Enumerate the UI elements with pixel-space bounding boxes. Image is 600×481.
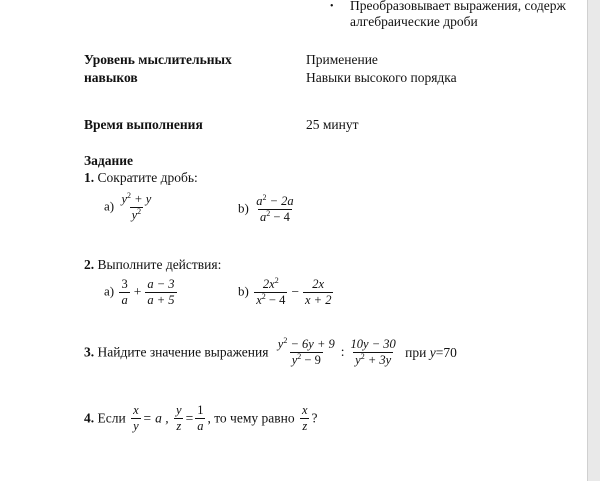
q4-f3-num: 1 xyxy=(197,403,204,417)
q2a-f2-num: a − 3 xyxy=(147,277,175,291)
level-label-line-2: навыков xyxy=(84,70,138,85)
q3-tail-value: =70 xyxy=(435,344,457,360)
level-value-line-1: Применение xyxy=(306,52,378,67)
q3-f1-num-exp: 2 xyxy=(283,336,288,345)
objective-line-2: алгебраические дроби xyxy=(350,14,478,29)
q2b-f1-num-exp: 2 xyxy=(274,276,279,285)
q1b-den-var: a xyxy=(260,210,267,225)
q1b-num-var: a xyxy=(256,194,263,208)
q1b-den-rest: − 4 xyxy=(270,210,290,225)
question-1-text: Сократите дробь: xyxy=(97,170,198,185)
q1a-num-exp: 2 xyxy=(127,191,132,200)
q3-f1-den-rest: − 9 xyxy=(301,353,321,368)
question-2-part-b xyxy=(238,278,335,307)
q3-f1-num-var: y xyxy=(277,337,284,351)
q1b-label: b) xyxy=(238,200,249,216)
q4-f1-den: y xyxy=(133,419,139,434)
q3-tail-var: y xyxy=(429,344,436,360)
question-1-part-a xyxy=(104,193,155,222)
q4-f2-den: z xyxy=(176,419,182,434)
q2b-f1-den-rest: − 4 xyxy=(265,293,286,308)
q4-fraction-3 xyxy=(195,404,205,433)
q1b-fraction xyxy=(254,195,295,224)
objective-line-1: Преобразовывает выражения, содерж xyxy=(350,0,566,13)
time-label: Время выполнения xyxy=(84,117,203,132)
q2b-label: b) xyxy=(238,283,249,299)
task-heading: Задание xyxy=(84,153,134,168)
q2b-f1-den-exp: 2 xyxy=(261,292,266,302)
q3-f1-den-exp: 2 xyxy=(297,352,302,362)
question-3-text: Найдите значение выражения xyxy=(97,344,269,360)
question-1-number: 1. xyxy=(84,170,95,185)
q3-fraction-2 xyxy=(349,338,398,367)
q3-tail-pre: при xyxy=(405,344,427,360)
q1a-num-var: y xyxy=(121,192,128,206)
q2a-f2-den: a + 5 xyxy=(147,293,175,308)
q2a-f1-den: a xyxy=(121,293,128,308)
question-2-text: Выполните действия: xyxy=(97,257,222,272)
q4-f3-den: a xyxy=(197,419,204,434)
q4-eq1: = a , xyxy=(142,410,169,426)
q2a-label: а) xyxy=(104,283,115,299)
q3-f1-den-var: y xyxy=(291,353,298,368)
question-3 xyxy=(84,338,457,367)
q2a-f1-num: 3 xyxy=(121,277,128,291)
q2b-f1-den-base: x xyxy=(256,293,262,308)
question-2-part-a xyxy=(104,278,179,307)
q4-f4-den: z xyxy=(302,419,308,434)
question-2-number: 2. xyxy=(84,257,95,272)
q1b-num-exp: 2 xyxy=(262,193,267,202)
question-2-title xyxy=(84,257,221,273)
q3-f2-num: 10y − 30 xyxy=(350,337,396,351)
question-4 xyxy=(84,404,318,433)
q3-f2-den-var: y xyxy=(355,353,361,368)
q2a-plus: + xyxy=(133,283,142,299)
question-1-title xyxy=(84,170,198,186)
q1a-fraction xyxy=(119,193,153,222)
q4-f2-num: y xyxy=(176,403,182,417)
q4-question-mark: ? xyxy=(311,410,318,426)
question-4-if: Если xyxy=(97,410,126,426)
q3-f1-num-rest: − 6y + 9 xyxy=(287,337,335,351)
q1a-label: а) xyxy=(104,198,115,214)
q2a-fraction-1 xyxy=(119,278,129,307)
q2b-minus: − xyxy=(291,283,299,299)
q1a-num-rest: + y xyxy=(131,192,152,206)
level-label-line-1: Уровень мыслительных xyxy=(84,52,232,67)
q4-text-mid: , то чему равно xyxy=(207,410,295,426)
q2b-fraction-1 xyxy=(254,278,287,307)
q4-f1-num: x xyxy=(133,403,139,417)
page-edge-scrollbar xyxy=(587,0,600,481)
level-value-line-2: Навыки высокого порядка xyxy=(306,70,457,85)
q1b-den-exp: 2 xyxy=(266,209,271,219)
q3-f2-den-rest: + 3y xyxy=(364,353,392,368)
q4-fraction-2 xyxy=(174,404,184,433)
q4-eq2: = xyxy=(185,410,194,426)
question-4-number: 4. xyxy=(84,410,95,426)
q3-fraction-1 xyxy=(276,338,337,367)
q1a-den-exp: 2 xyxy=(137,207,142,217)
q2b-f1-num-base: 2x xyxy=(262,277,275,291)
q2a-fraction-2 xyxy=(145,278,176,307)
time-value: 25 минут xyxy=(306,117,359,132)
q2b-fraction-2 xyxy=(303,278,333,307)
q1a-den-var: y xyxy=(131,208,138,223)
q2b-f2-den: x + 2 xyxy=(304,293,332,308)
q3-f2-den-exp: 2 xyxy=(360,352,365,362)
q4-f4-num: x xyxy=(301,403,308,417)
q4-fraction-1 xyxy=(131,404,141,433)
q1b-num-rest: − 2a xyxy=(266,194,294,208)
question-3-number: 3. xyxy=(84,344,95,360)
q2b-f2-num: 2x xyxy=(312,277,325,291)
bullet-icon: • xyxy=(330,1,334,12)
q4-fraction-4 xyxy=(300,404,310,433)
question-1-part-b xyxy=(238,195,298,224)
q3-colon: : xyxy=(340,343,345,359)
